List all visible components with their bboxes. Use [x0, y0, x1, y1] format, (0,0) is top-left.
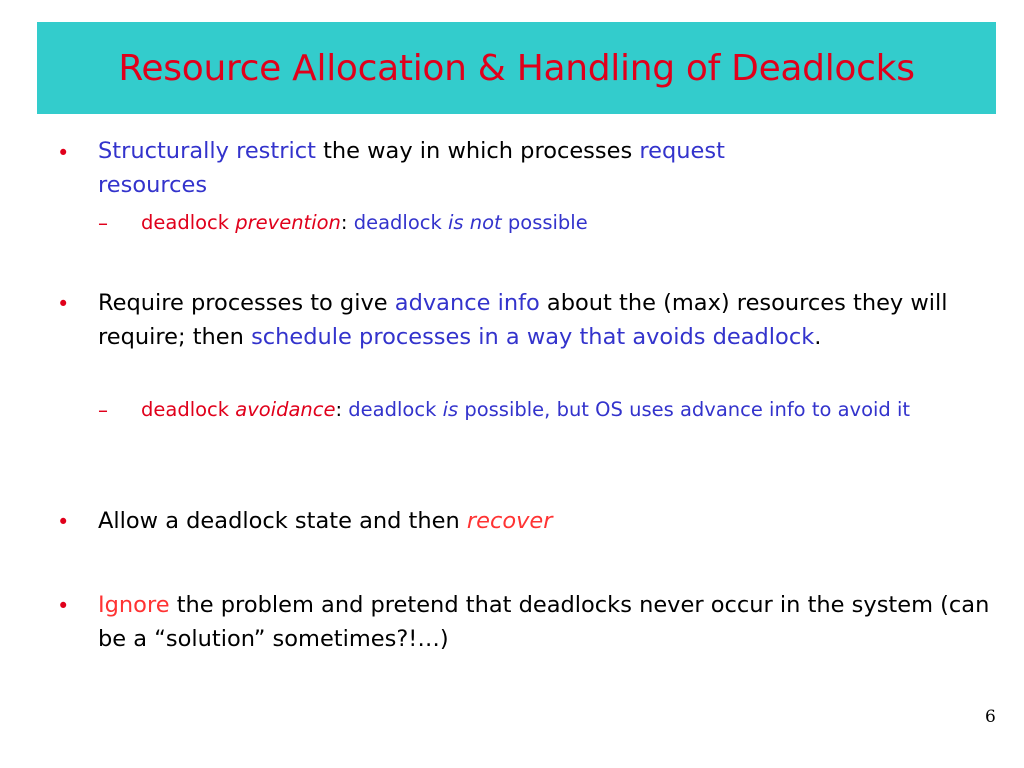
- bullet-marker: •: [57, 292, 70, 316]
- bullet-1-seg-3: resources: [98, 172, 208, 198]
- sub-1-seg-2: :: [340, 211, 354, 234]
- bullet-1-text: [98, 134, 998, 202]
- bullet-2-text: [98, 286, 998, 354]
- bullet-3-seg-0: Allow a deadlock state and then: [98, 508, 467, 534]
- bullet-1-sub-text: [141, 208, 1001, 238]
- bullet-2-seg-1: advance info: [394, 290, 540, 316]
- sub-2-seg-3: deadlock: [348, 398, 443, 421]
- page-number: 6: [985, 707, 996, 727]
- bullet-3-seg-1: recover: [466, 508, 553, 534]
- sub-2-seg-1: avoidance: [235, 398, 336, 421]
- bullet-4-seg-1: the problem and pretend that deadlocks never occur in the system (can be a “solution” sometimes?!…): [98, 592, 990, 652]
- sub-1-seg-1: prevention: [235, 211, 341, 234]
- sub-2-seg-5: possible, but OS uses advance info to avoid it: [458, 398, 911, 421]
- bullet-1-seg-0: Structurally restrict: [98, 138, 316, 164]
- sub-1-seg-4: is not: [447, 211, 502, 234]
- bullet-4-text: [98, 588, 998, 656]
- sub-2-seg-0: deadlock: [141, 398, 236, 421]
- sub-2-seg-2: :: [335, 398, 349, 421]
- bullet-4-seg-0: Ignore: [98, 592, 170, 618]
- bullet-marker: •: [57, 510, 70, 534]
- sub-1-seg-3: deadlock: [353, 211, 448, 234]
- bullet-marker: •: [57, 141, 70, 165]
- bullet-1-seg-1: the way in which processes: [315, 138, 640, 164]
- bullet-3-text: [98, 504, 998, 538]
- slide-title: Resource Allocation & Handling of Deadlocks: [118, 47, 915, 89]
- sub-2-seg-4: is: [442, 398, 459, 421]
- sub-1-seg-5: possible: [501, 211, 588, 234]
- sub-1-seg-0: deadlock: [141, 211, 236, 234]
- bullet-2-seg-0: Require processes to give: [98, 290, 395, 316]
- bullet-2-seg-2: about the (max) resources they will require; then: [98, 290, 948, 350]
- sub-marker: –: [98, 398, 108, 422]
- bullet-1-seg-2: request: [639, 138, 725, 164]
- bullet-marker: •: [57, 594, 70, 618]
- bullet-2-sub-text: [141, 395, 1001, 425]
- sub-marker: –: [98, 211, 108, 235]
- bullet-2-seg-3: schedule processes in a way that avoids deadlock: [251, 324, 815, 350]
- title-bar: [37, 22, 996, 114]
- bullet-2-seg-4: .: [814, 324, 822, 350]
